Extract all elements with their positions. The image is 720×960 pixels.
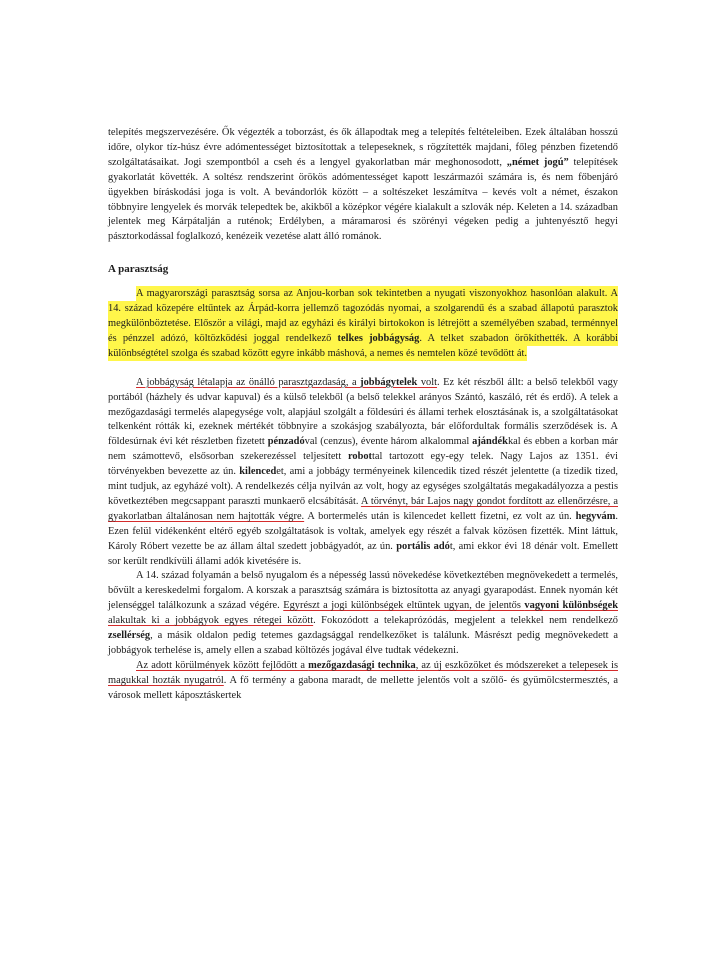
section-heading: A parasztság <box>108 263 169 276</box>
intro-paragraph <box>108 126 618 245</box>
text-run: . Ezen felül vidékenként eltérő egyéb szolgáltatások is voltak, amelyek egy részét a falvak közösen fizették. Mint láttuk, Károly Róbert vezette be az állam által szedett jobbágyadót, az ún. <box>108 510 618 552</box>
highlight-block <box>108 286 618 361</box>
text-run: A magyarországi parasztság sorsa az Anjou-korban sok tekintetben a nyugati viszonyokhoz hasonlóan alakult. A 14. század közepére eltűntek az Árpád-korra jellemző tagozódás nyomai, a szolgarendű és a szabad állapotú parasztok megkülönböztetése. Először a világi, majd az egyházi és királyi birtokokon is létrejött a személyében szabad, terménnyel és pénzzel adózó, költözködési joggal rendelkező <box>108 288 618 344</box>
text-run: t, ami ekkor évi 18 dénár volt. Emellett sor került rendkívüli állami adók kivetésére is. <box>108 540 618 567</box>
text-run: A 14. század folyamán a belső nyugalom és a népesség lassú növekedése következtében megnövekedett a termelés, bővült a kereskedelmi forgalom. A korszak a parasztság számára is biztosította az anyagi gyarapodást. Ennek nyomán két jelenséggel találkozunk a század végére. <box>108 570 618 612</box>
text-run: telepítés megszervezésére. Ők végezték a toborzást, és ők állapodtak meg a telepítés feltételeiben. Ezek általában hosszú időre, olykor tíz-húsz évre adómentességet biztosítottak a telepeseknek, s rögzítették majdani, főleg pénzben fizetendő szolgáltatásaikat. Jogi szempontból a cseh és a lengyel gyakorlatban már meghonosodott, <box>108 127 618 168</box>
bold-term: jobbágytelek <box>360 376 418 388</box>
bold-term: kilenced <box>239 466 277 478</box>
text-run: telepítések gyakorlatát követték. A soltész rendszerint örökös adómentességet kapott leszármazói számára is, és nem főbenjáró ügyekben bíráskodási joga is volt. A bevándorlók között – a soltészeket leszámítva – kevés volt a német, északon többnyire lengyelek és morvák telepedtek be, akikből a középkor végére kialakult a szlovák nép. Keleten a 14. században jelentek meg Kárpátalján a ruténok; Erdélyben, a máramarosi és szörényi végeken pedig a juhtenyésztő hegyi pásztorkodással foglalkozó, kenézeik vezetése alatt álló románok. <box>108 156 618 243</box>
bold-term: portális adó <box>396 540 450 552</box>
text-run: . Fokozódott a telekaprózódás, megjelent a telekkel nem rendelkező <box>313 615 618 627</box>
underlined-passage <box>136 377 437 388</box>
text-run: . A telket szabadon örökíthették. A korábbi különbségtétel szolga és szabad között egyre inkább máshová, a nemes és nemtelen közé tevődött át. <box>108 332 618 359</box>
text-run: kal és ebben a korban már nem számottevő, elsősorban szekerezéssel teljesített <box>108 436 618 463</box>
text-run: tal tartozott egy-egy telek. Nagy Lajos az 1351. évi törvényekben bevezette az ún. <box>108 451 619 478</box>
text-run: val (cenzus), évente három alkalommal <box>304 436 473 448</box>
highlighted-paragraph <box>108 287 618 362</box>
bold-term: mezőgazdasági technika <box>308 659 416 671</box>
bold-term: „német jogú” <box>506 156 569 168</box>
text-run: . Ez két részből állt: a belső telekből vagy portából (házhely és udvar kapuval) és a külső telekből (a belső telekkel arányos Szántó, kaszáló, rét és erdő). A telek a mezőgazdasági termelés alapegysége volt, alapjául szolgált a földesúri és állami terhek elosztásának is, a szolgáltatásokat telkenként rótták ki, ezeknek mértékét többnyire a szokásjog szabályozta, bár előfordultak formális szerződések is. A földesúrnak évi két részletben fizetett <box>108 376 618 448</box>
paragraph-jobbagytelek <box>108 376 618 570</box>
text-run: , a másik oldalon pedig tetemes gazdagsággal rendelkezőket is találunk. Másrészt pedig megnövekedett a jobbágyok terhelése is, amely ellen a szabad költözés jogával élve tudtak védekezni. <box>108 630 618 656</box>
text-run: alakultak ki a jobbágyok egyes rétegei között <box>108 615 314 627</box>
text-run: , az új eszközöket és módszereket a telepesek is magukkal hozták nyugatról <box>108 659 618 686</box>
text-run: Egyrészt a jogi különbségek eltűntek ugyan, de jelentős <box>283 600 525 612</box>
bold-term: zsellérség <box>108 630 151 642</box>
bold-term: robot <box>347 451 373 463</box>
paragraph-gyarapodas <box>108 569 618 658</box>
paragraph-mezogazdasag <box>108 659 618 704</box>
bold-term: hegyvám <box>575 510 616 522</box>
text-run: et, ami a jobbágy terményeinek kilencedik tized részét jelentette (a tizedik tized, mint tudjuk, az egyházé volt). A rendelkezés célja nyilván az volt, hogy az egységes szolgáltatás megakadályozza a pestis következtében megcsappant paraszti munkaerő elcsábítását. <box>108 466 618 507</box>
bold-term: ajándék <box>472 436 508 448</box>
text-run: A jobbágyság létalapja az önálló parasztgazdaság, a <box>136 376 361 388</box>
bold-term: telkes jobbágyság <box>337 332 420 344</box>
underlined-passage: A törvényt, bár Lajos nagy gondot fordított az ellenőrzésre, a gyakorlatban általánosan nem hajtották végre. <box>108 495 618 522</box>
text-run: . A fő termény a gabona maradt, de mellette jelentős volt a szőlő- és gyümölcstermesztés, a városok mellett káposztáskertek <box>108 674 618 701</box>
text-run: Az adott körülmények között fejlődött a <box>136 659 309 671</box>
bold-term: pénzadó <box>267 436 305 448</box>
document-body <box>108 126 618 704</box>
text-run: volt <box>417 376 438 388</box>
text-run: A bortermelés után is kilencedet kellett fizetni, ez volt az ún. <box>304 510 576 522</box>
bold-term: vagyoni különbségek <box>524 600 618 612</box>
